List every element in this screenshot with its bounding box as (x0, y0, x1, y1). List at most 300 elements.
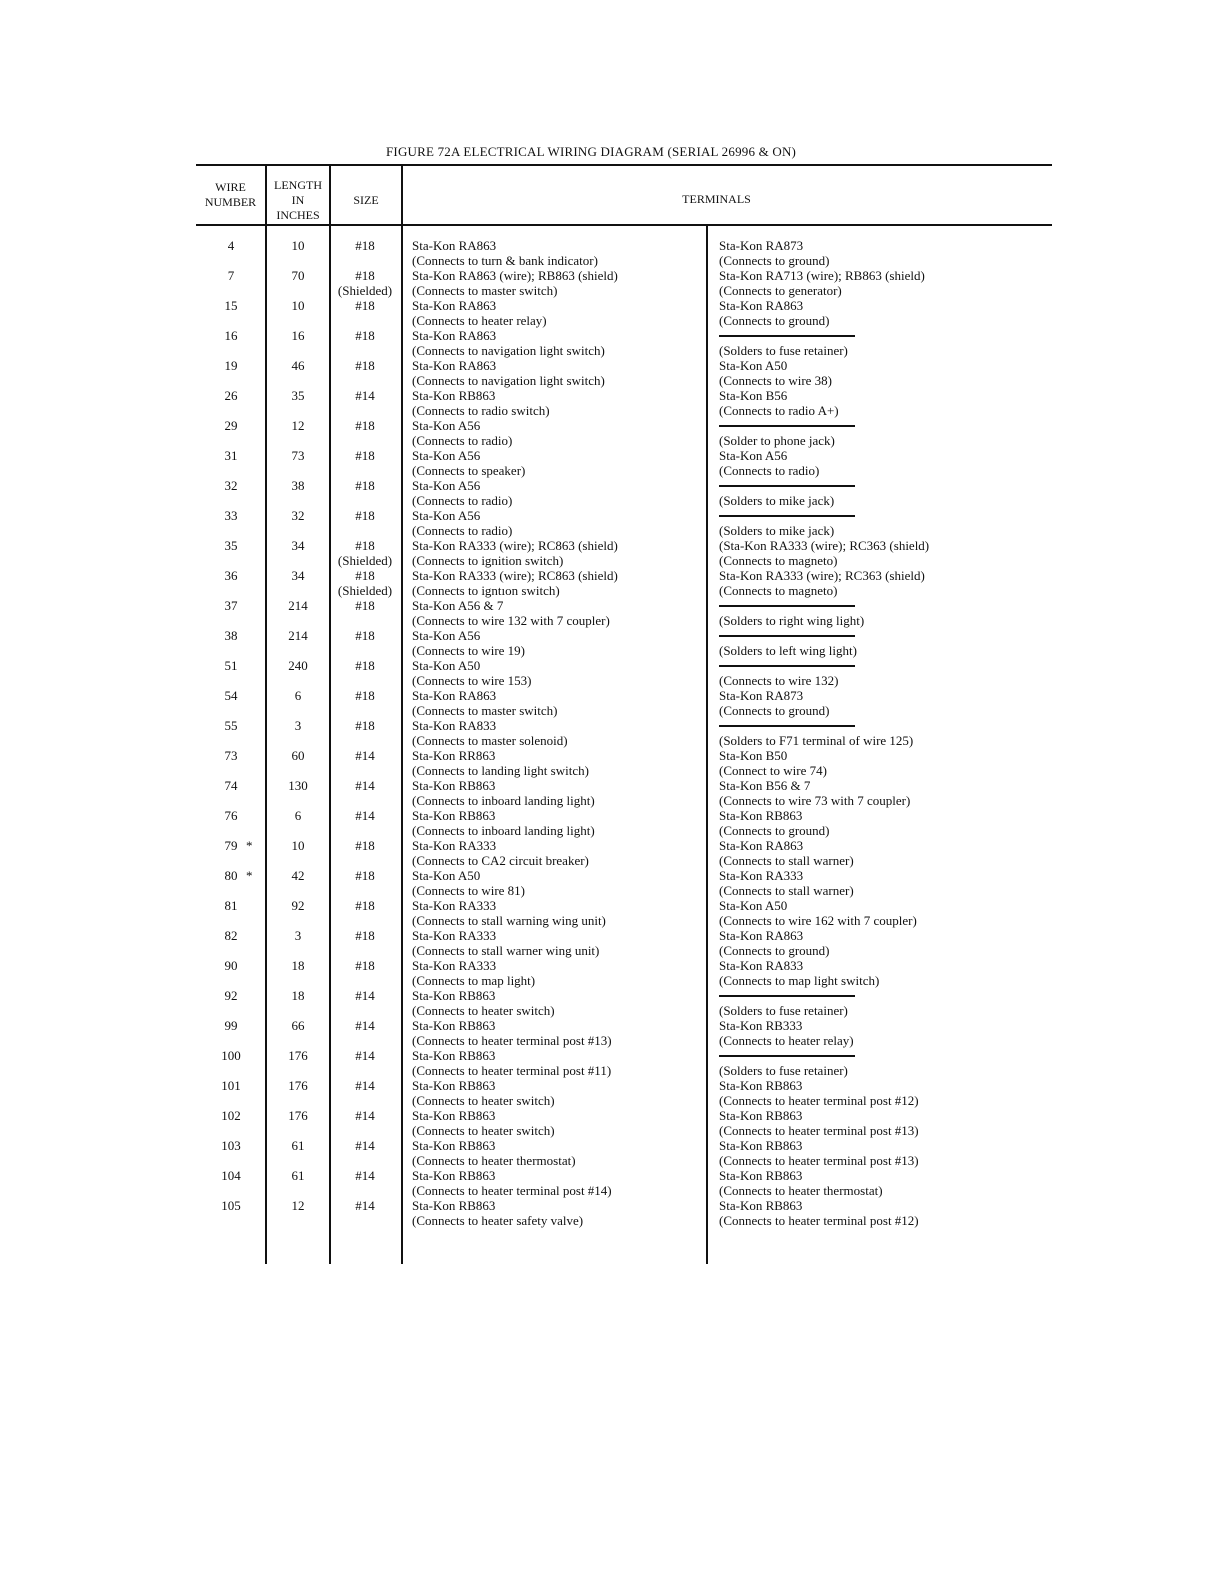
table-row (196, 1138, 1056, 1168)
terminal-2 (719, 838, 854, 868)
terminal-1 (412, 898, 606, 928)
terminal-1 (412, 328, 605, 358)
wire-size-gauge: #14 (355, 808, 375, 823)
wire-number-value: 29 (224, 418, 238, 433)
wire-size (330, 598, 400, 613)
header-length-line2: IN (291, 193, 305, 207)
header-length-line3: INCHES (276, 208, 320, 222)
wire-size-gauge: #18 (355, 298, 375, 313)
wire-length: 42 (291, 868, 305, 883)
terminal-1 (412, 448, 525, 478)
terminal-2-part: Sta-Kon RB863 (719, 1108, 803, 1123)
wire-size (330, 838, 400, 853)
table-row (196, 898, 1056, 928)
table-row (196, 448, 1056, 478)
wire-size (330, 418, 400, 433)
wire-size-gauge: #18 (355, 928, 375, 943)
terminal-2-part: Sta-Kon B50 (719, 748, 788, 763)
wire-number (196, 328, 266, 343)
wire-number-value: 15 (224, 298, 238, 313)
terminal-1-part: Sta-Kon RB863 (412, 1168, 496, 1183)
wire-size (330, 1078, 400, 1093)
terminal-1-connection: (Connects to heater terminal post #13) (412, 1033, 612, 1048)
table-row (196, 658, 1056, 688)
wire-number-value: 80 (224, 868, 238, 883)
terminal-1-connection: (Connects to heater terminal post #11) (412, 1063, 612, 1078)
wire-size-gauge: #14 (355, 1108, 375, 1123)
terminal-1 (412, 868, 525, 898)
wire-length: 92 (291, 898, 305, 913)
wire-size (330, 388, 400, 403)
wire-number (196, 808, 266, 823)
table-row (196, 718, 1056, 748)
table-row (196, 418, 1056, 448)
wire-size (330, 988, 400, 1003)
terminal-2 (719, 238, 829, 268)
wire-size-gauge: #18 (355, 958, 375, 973)
terminal-1-connection: (Connects to wire 19) (412, 643, 526, 658)
wire-number (196, 628, 266, 643)
terminal-1 (412, 718, 568, 748)
terminal-2-connection: (Connects to wire 162 with 7 coupler) (719, 913, 917, 928)
terminal-1 (412, 928, 599, 958)
terminal-2 (719, 1198, 919, 1228)
terminal-2 (719, 298, 829, 328)
wire-number-value: 99 (224, 1018, 238, 1033)
terminal-2-rule (719, 335, 855, 337)
wire-number (196, 778, 266, 793)
terminal-1-part: Sta-Kon RB863 (412, 388, 496, 403)
wire-length: 66 (291, 1018, 305, 1033)
terminal-1-part: Sta-Kon A50 (412, 658, 481, 673)
terminal-2-connection: (Solders to fuse retainer) (719, 343, 848, 358)
terminal-2 (719, 1108, 919, 1138)
terminal-1-part: Sta-Kon RB863 (412, 778, 496, 793)
wire-number (196, 988, 266, 1003)
terminal-1-connection: (Connects to speaker) (412, 463, 526, 478)
table-row (196, 268, 1056, 298)
terminal-1-connection: (Connects to wire 81) (412, 883, 526, 898)
wire-length: 10 (291, 838, 305, 853)
wire-number (196, 298, 266, 313)
wire-size-gauge: #18 (355, 268, 375, 283)
terminal-1 (412, 1168, 612, 1198)
terminal-2-rule (719, 995, 855, 997)
table-row (196, 508, 1056, 538)
terminal-2-connection: (Connects to heater terminal post #12) (719, 1213, 919, 1228)
terminal-1-connection: (Connects to landing light switch) (412, 763, 589, 778)
terminal-2-connection: (Connects to map light switch) (719, 973, 880, 988)
wire-size (330, 1198, 400, 1213)
terminal-2 (719, 958, 879, 988)
wire-length: 176 (288, 1108, 308, 1123)
terminal-1-connection: (Connects to master solenoid) (412, 733, 568, 748)
wire-size (330, 748, 400, 763)
table-row (196, 838, 1056, 868)
terminal-1 (412, 238, 598, 268)
wire-length: 3 (294, 718, 302, 733)
wire-size-gauge: #18 (355, 328, 375, 343)
wire-number (196, 958, 266, 973)
terminal-2-part: Sta-Kon B56 & 7 (719, 778, 811, 793)
wire-length: 3 (294, 928, 302, 943)
wire-size (330, 778, 400, 793)
terminal-2 (719, 268, 925, 298)
terminal-2-rule (719, 485, 855, 487)
wire-length: 240 (288, 658, 308, 673)
wire-size-gauge: #18 (355, 838, 375, 853)
wire-length: 176 (288, 1048, 308, 1063)
header-wire-number (196, 180, 265, 210)
terminal-2-connection: (Connects to ground) (719, 703, 830, 718)
wire-size (330, 1108, 400, 1123)
wire-number-value: 31 (224, 448, 238, 463)
terminal-1 (412, 1078, 555, 1108)
table-row (196, 328, 1056, 358)
terminal-1-connection: (Connects to radio) (412, 523, 513, 538)
terminal-1-part: Sta-Kon RA333 (wire); RC863 (shield) (412, 568, 618, 583)
wire-number-value: 79 (224, 838, 238, 853)
wire-number-value: 73 (224, 748, 238, 763)
wire-size-gauge: #18 (355, 568, 375, 583)
terminal-1 (412, 1138, 576, 1168)
terminal-2 (719, 448, 819, 478)
terminal-2 (719, 388, 839, 418)
terminal-1 (412, 748, 589, 778)
wire-size-gauge: #14 (355, 748, 375, 763)
terminal-1-part: Sta-Kon RA833 (412, 718, 497, 733)
wire-length: 214 (288, 628, 308, 643)
table-row (196, 778, 1056, 808)
terminal-1 (412, 298, 547, 328)
wire-size-gauge: #18 (355, 478, 375, 493)
wire-number (196, 748, 266, 763)
wire-size-gauge: #14 (355, 778, 375, 793)
wire-number-value: 92 (224, 988, 238, 1003)
terminal-1-connection: (Connects to CA2 circuit breaker) (412, 853, 589, 868)
terminal-2-rule (719, 1055, 855, 1057)
terminal-2-connection: (Solder to phone jack) (719, 433, 835, 448)
wire-size (330, 868, 400, 883)
wire-size (330, 628, 400, 643)
terminal-1-connection: (Connects to heater terminal post #14) (412, 1183, 612, 1198)
wire-size (330, 358, 400, 373)
table-row (196, 688, 1056, 718)
terminal-2-part: Sta-Kon RB333 (719, 1018, 803, 1033)
table-row (196, 1018, 1056, 1048)
wire-size-gauge: #18 (355, 628, 375, 643)
wire-length: 35 (291, 388, 305, 403)
terminal-1 (412, 838, 589, 868)
terminal-2 (719, 988, 855, 1018)
terminal-2-connection: (Connects to ground) (719, 313, 830, 328)
wire-number (196, 1078, 266, 1093)
wire-number (196, 838, 266, 853)
terminal-2-connection: (Connects to magneto) (719, 583, 838, 598)
wire-length: 12 (291, 418, 305, 433)
terminal-2 (719, 1018, 854, 1048)
terminal-2 (719, 418, 855, 448)
terminal-2-part: Sta-Kon RA873 (719, 238, 804, 253)
terminal-2-rule (719, 725, 855, 727)
header-wire-line1: WIRE (215, 180, 246, 194)
table-row (196, 538, 1056, 568)
terminal-2-connection: (Connects to ground) (719, 823, 830, 838)
wire-size (330, 508, 400, 523)
wire-size (330, 808, 400, 823)
terminal-1 (412, 538, 618, 568)
table-row (196, 928, 1056, 958)
wire-size-gauge: #18 (355, 868, 375, 883)
terminal-2-connection: (Connects to wire 132) (719, 673, 839, 688)
table-row (196, 1108, 1056, 1138)
wire-number (196, 1168, 266, 1183)
wire-length: 214 (288, 598, 308, 613)
wire-number (196, 568, 266, 583)
terminal-1-connection: (Connects to turn & bank indicator) (412, 253, 598, 268)
wire-length: 16 (291, 328, 305, 343)
wire-number (196, 1138, 266, 1153)
header-length-line1: LENGTH (274, 178, 322, 192)
terminal-1-connection: (Connects to radio) (412, 493, 513, 508)
wire-size (330, 1138, 400, 1153)
wire-size-gauge: #14 (355, 1048, 375, 1063)
terminal-1-part: Sta-Kon RR863 (412, 748, 496, 763)
terminal-2-connection: (Connects to stall warner) (719, 853, 854, 868)
terminal-2 (719, 478, 855, 508)
wire-number (196, 1108, 266, 1123)
terminal-1-part: Sta-Kon RB863 (412, 988, 496, 1003)
terminal-1-connection: (Connects to master switch) (412, 283, 558, 298)
terminal-2-connection: (Solders to right wing light) (719, 613, 865, 628)
terminal-1-part: Sta-Kon RB863 (412, 1018, 496, 1033)
wire-number-value: 32 (224, 478, 238, 493)
wire-size (330, 928, 400, 943)
terminal-2-connection: (Connects to stall warner) (719, 883, 854, 898)
wire-length: 18 (291, 958, 305, 973)
terminal-2 (719, 808, 829, 838)
terminal-1 (412, 478, 512, 508)
header-bottom-rule (196, 224, 1052, 226)
wire-number-value: 55 (224, 718, 238, 733)
terminal-1 (412, 388, 550, 418)
table-row (196, 238, 1056, 268)
terminal-2 (719, 868, 854, 898)
terminal-2-rule (719, 665, 855, 667)
terminal-2-connection: (Solders to fuse retainer) (719, 1063, 848, 1078)
terminal-2-connection: (Connects to generator) (719, 283, 842, 298)
wire-number-value: 102 (221, 1108, 241, 1123)
terminal-1-connection: (Connects to heater thermostat) (412, 1153, 576, 1168)
wire-size-gauge: #18 (355, 508, 375, 523)
wire-number (196, 388, 266, 403)
wire-size-gauge: #18 (355, 898, 375, 913)
wire-size (330, 1018, 400, 1033)
wire-size (330, 238, 400, 253)
terminal-1 (412, 688, 558, 718)
terminal-1-connection: (Connects to radio switch) (412, 403, 550, 418)
wire-length: 61 (291, 1168, 305, 1183)
table-row (196, 568, 1056, 598)
wire-number (196, 898, 266, 913)
terminal-1-connection: (Connects to wire 153) (412, 673, 532, 688)
wire-size (330, 328, 400, 343)
terminal-1 (412, 358, 605, 388)
terminal-2-connection: (Solders to fuse retainer) (719, 1003, 848, 1018)
terminal-2-part: Sta-Kon RB863 (719, 808, 803, 823)
terminal-1-part: Sta-Kon A56 (412, 628, 481, 643)
wire-number-value: 19 (224, 358, 238, 373)
wire-size-gauge: #18 (355, 538, 375, 553)
wire-size-gauge: #14 (355, 1078, 375, 1093)
table-row (196, 808, 1056, 838)
terminal-1-connection: (Connects to navigation light switch) (412, 373, 605, 388)
terminal-1-connection: (Connects to heater safety valve) (412, 1213, 584, 1228)
wire-size (330, 718, 400, 733)
terminal-2-part: Sta-Kon B56 (719, 388, 788, 403)
wire-number-value: 100 (221, 1048, 241, 1063)
wire-size-gauge: #18 (355, 718, 375, 733)
wire-length: 6 (294, 688, 302, 703)
terminal-2-connection: (Connects to radio A+) (719, 403, 839, 418)
table-row (196, 1198, 1056, 1228)
wire-length: 32 (291, 508, 305, 523)
terminal-1-part: Sta-Kon RA863 (412, 358, 497, 373)
terminal-2-part: Sta-Kon RA333 (719, 868, 804, 883)
table-row (196, 1078, 1056, 1108)
wire-number (196, 1048, 266, 1063)
wire-length: 70 (291, 268, 305, 283)
terminal-1-part: Sta-Kon RA333 (412, 898, 497, 913)
asterisk-mark: * (246, 838, 253, 853)
terminal-1-part: Sta-Kon A56 (412, 418, 481, 433)
wire-size (330, 958, 400, 973)
wire-number-value: 26 (224, 388, 238, 403)
wire-number (196, 658, 266, 673)
terminal-1 (412, 598, 610, 628)
terminal-2-part: Sta-Kon RB863 (719, 1138, 803, 1153)
wire-number (196, 598, 266, 613)
wire-size-gauge: #18 (355, 238, 375, 253)
wire-number (196, 868, 266, 883)
wire-number-value: 81 (224, 898, 238, 913)
terminal-2 (719, 718, 913, 748)
wire-number-value: 16 (224, 328, 238, 343)
table-top-rule (196, 164, 1052, 166)
terminal-1-part: Sta-Kon A56 & 7 (412, 598, 504, 613)
terminal-2-part: Sta-Kon RA333 (wire); RC363 (shield) (719, 568, 925, 583)
terminal-2 (719, 508, 855, 538)
wire-table-body (196, 238, 1056, 1228)
terminal-2-connection: (Solders to left wing light) (719, 643, 857, 658)
wire-number-value: 105 (221, 1198, 241, 1213)
terminal-1-connection: (Connects to master switch) (412, 703, 558, 718)
terminal-1-part: Sta-Kon RA333 (412, 838, 497, 853)
table-row (196, 1168, 1056, 1198)
terminal-2-connection: (Connects to ground) (719, 253, 830, 268)
table-row (196, 628, 1056, 658)
wire-number-value: 90 (224, 958, 238, 973)
wire-number (196, 358, 266, 373)
wire-number (196, 688, 266, 703)
wire-number-value: 36 (224, 568, 238, 583)
wire-size-gauge: #14 (355, 1168, 375, 1183)
wire-size-gauge: #18 (355, 418, 375, 433)
wire-number-value: 37 (224, 598, 238, 613)
wire-number-value: 101 (221, 1078, 241, 1093)
terminal-2 (719, 358, 832, 388)
terminal-2 (719, 778, 910, 808)
wire-number (196, 928, 266, 943)
terminal-2-part: Sta-Kon RB863 (719, 1198, 803, 1213)
header-size (331, 193, 401, 208)
table-row (196, 988, 1056, 1018)
header-length (267, 178, 329, 223)
terminal-1 (412, 1108, 555, 1138)
wire-size-shielded: (Shielded) (337, 283, 393, 298)
terminal-2-connection: (Solders to F71 terminal of wire 125) (719, 733, 914, 748)
wire-number (196, 718, 266, 733)
terminal-2-part: Sta-Kon A50 (719, 358, 788, 373)
terminal-1 (412, 958, 535, 988)
wire-size (330, 298, 400, 313)
wire-number (196, 418, 266, 433)
terminal-2-connection: (Connects to wire 73 with 7 coupler) (719, 793, 911, 808)
terminal-2 (719, 598, 864, 628)
asterisk-mark: * (246, 868, 253, 883)
terminal-1-part: Sta-Kon A50 (412, 868, 481, 883)
terminal-1-connection: (Connects to inboard landing light) (412, 823, 595, 838)
table-row (196, 1048, 1056, 1078)
terminal-1-connection: (Connects to heater switch) (412, 1123, 555, 1138)
table-row (196, 748, 1056, 778)
table-row (196, 388, 1056, 418)
header-terminals (403, 192, 1030, 207)
terminal-1-connection: (Connects to map light) (412, 973, 536, 988)
wire-number-value: 51 (224, 658, 238, 673)
table-row (196, 958, 1056, 988)
wire-size-gauge: #14 (355, 1138, 375, 1153)
terminal-2 (719, 928, 829, 958)
terminal-2 (719, 748, 827, 778)
terminal-2-part: Sta-Kon RA863 (719, 298, 804, 313)
terminal-2-connection: (Connects to heater terminal post #12) (719, 1093, 919, 1108)
wire-number-value: 7 (227, 268, 235, 283)
terminal-2-rule (719, 635, 855, 637)
wire-number (196, 448, 266, 463)
terminal-2-part: Sta-Kon A50 (719, 898, 788, 913)
terminal-2 (719, 688, 829, 718)
wire-length: 12 (291, 1198, 305, 1213)
terminal-2-part: Sta-Kon RA713 (wire); RB863 (shield) (719, 268, 925, 283)
terminal-2-connection: (Connects to heater terminal post #13) (719, 1153, 919, 1168)
terminal-2-connection: (Connects to heater relay) (719, 1033, 854, 1048)
wire-length: 6 (294, 808, 302, 823)
wire-length: 10 (291, 298, 305, 313)
wire-number-value: 82 (224, 928, 238, 943)
terminal-1-part: Sta-Kon RA333 (wire); RC863 (shield) (412, 538, 618, 553)
wire-size-gauge: #18 (355, 448, 375, 463)
terminal-1 (412, 1048, 611, 1078)
wire-size-gauge: #18 (355, 688, 375, 703)
wire-size-gauge: #14 (355, 1018, 375, 1033)
terminal-1-part: Sta-Kon RB863 (412, 1138, 496, 1153)
terminal-2-part: Sta-Kon RA873 (719, 688, 804, 703)
terminal-1 (412, 568, 618, 598)
table-row (196, 358, 1056, 388)
table-row (196, 298, 1056, 328)
terminal-2-connection: (Connects to heater terminal post #13) (719, 1123, 919, 1138)
